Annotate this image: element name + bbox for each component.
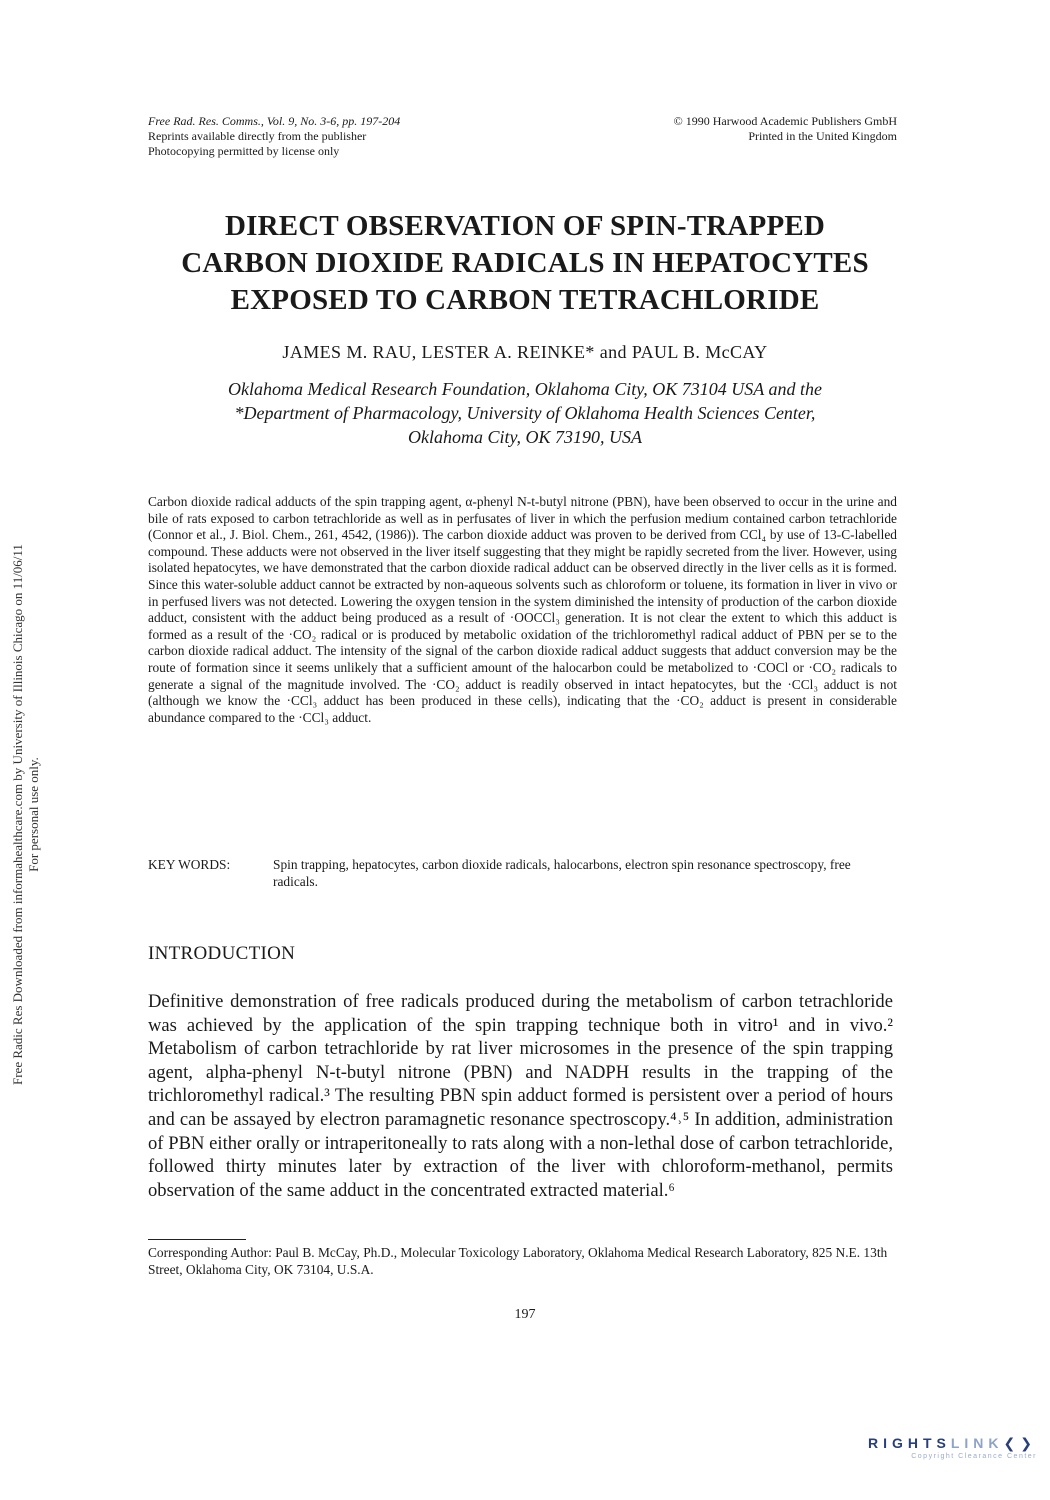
keywords [148,856,897,890]
reprints-line: Reprints available directly from the publisher [148,129,367,143]
paper-title [100,208,950,319]
copyright-block [560,114,897,144]
page-number: 197 [514,1307,536,1322]
logo-bracket-icon: ❮❯ [1003,1435,1037,1451]
logo-subtitle: Copyright Clearance Center [911,1453,1037,1460]
abstract: Carbon dioxide radical adducts of the spin trapping agent, α-phenyl N-t-butyl nitrone (PBN), have been observed to occur in the urine and bile of rats exposed to carbon tetrachloride as well as in perfusates of liver in which the perfusion medium contained carbon tetrachloride (Connor et al., J. Biol. Chem., 261, 4542, (1986)). The carbon dioxide adduct was proven to be derived from CCl₄ by use of 13-C-labelled compound. These adducts were not observed in the liver itself suggesting that they might be rapidly secreted from the liver. However, using isolated hepatocytes, we have demonstrated that the carbon dioxide radical adduct can be observed directly in the liver cells as it is formed. Since this water-soluble adduct cannot be extracted by non-aqueous solvents such as chloroform or toluene, its formation in liver in vivo or in perfused livers was not detected. Lowering the oxygen tension in the system diminished the intensity of production of the carbon dioxide adduct, consistent with the adduct being produced as a result of ·OOCCl₃ generation. It is not clear the extent to which this adduct is formed as a result of the ·CO₂ radical or is produced by metabolic oxidation of the trichloromethyl radical adduct of PBN per se to the carbon dioxide radical adduct. The intensity of the signal of the carbon dioxide radical adduct suggests that adduct conversion may be the route of formation since it seems unlikely that a sufficient amount of the halocarbon could be metabolized to ·COCl or ·CO₂ radicals to generate a signal of the magnitude involved. The ·CO₂ adduct is readily observed in intact hepatocytes, but the ·CCl₃ adduct is not (although we know the ·CCl₃ adduct has been produced in these cells), indicating that the ·CO₂ adduct is present in considerable abundance compared to the ·CCl₃ adduct. [148,494,897,725]
logo-dark-text: RIGHTS [867,1435,951,1451]
watermark-line: For personal use only. [26,757,41,872]
affiliation-line: *Department of Pharmacology, University of Oklahoma Health Sciences Center, [234,403,816,423]
keywords-text: Spin trapping, hepatocytes, carbon dioxide radicals, halocarbons, electron spin resonance spectroscopy, free radicals. [273,857,851,889]
section-heading: INTRODUCTION [148,943,296,964]
affiliation-line: Oklahoma Medical Research Foundation, Oklahoma City, OK 73104 USA and the [228,379,822,399]
footnote: Corresponding Author: Paul B. McCay, Ph.D., Molecular Toxicology Laboratory, Oklahoma Medical Research Laboratory, 825 N.E. 13th Street, Oklahoma City, OK 73104, U.S.A. [148,1245,888,1277]
printed-line: Printed in the United Kingdom [748,129,897,143]
copyright-line: © 1990 Harwood Academic Publishers GmbH [673,114,897,128]
affiliation-line: Oklahoma City, OK 73190, USA [408,427,642,447]
journal-citation [148,114,568,159]
logo-light-text: LINK [950,1435,1004,1451]
download-watermark [10,544,42,1085]
title-line: EXPOSED TO CARBON TETRACHLORIDE [230,284,820,316]
title-line: DIRECT OBSERVATION OF SPIN-TRAPPED [224,210,826,242]
affiliation [100,377,950,449]
keywords-label: KEY WORDS: [148,857,231,872]
watermark-line: Free Radic Res Downloaded from informahealthcare.com by University of Illinois Chicago on 11/06/11 [10,544,25,1085]
authors: JAMES M. RAU, LESTER A. REINKE* and PAUL B. McCAY [282,342,768,362]
footnote-rule [148,1239,246,1240]
intro-paragraph: Definitive demonstration of free radicals produced during the metabolism of carbon tetrachloride was achieved by the application of the spin trapping technique both in vitro¹ and in vivo.² Metabolism of carbon tetrachloride by rat liver microsomes in the presence of the spin trapping agent, alpha-phenyl N-t-butyl nitrone (PBN) and NADPH results in the trapping of the trichloromethyl radical.³ The resulting PBN spin adduct formed is persistent over a period of hours and can be assayed by electron paramagnetic resonance spectroscopy.⁴˒⁵ In addition, administration of PBN either orally or intraperitoneally to rats along with a non-lethal dose of carbon tetrachloride, followed thirty minutes later by extraction of the liver with chloroform-methanol, permits observation of the same adduct in the concentrated extracted material.⁶ [148,991,893,1201]
logo-wordmark [797,1435,1037,1452]
title-line: CARBON DIOXIDE RADICALS IN HEPATOCYTES [181,247,869,279]
rightslink-logo[interactable] [797,1435,1037,1475]
photocopy-line: Photocopying permitted by license only [148,144,340,158]
citation-line: Free Rad. Res. Comms., Vol. 9, No. 3-6, pp. 197-204 [148,114,401,128]
